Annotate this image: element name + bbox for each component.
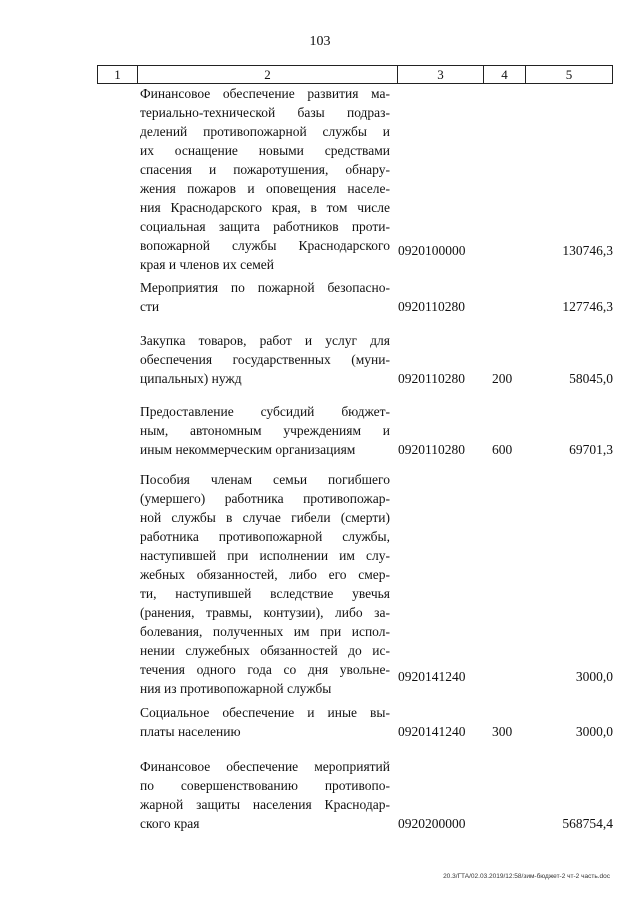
description-line: жарной защиты населения Краснодар- [140,797,390,812]
description-line: работника противопожарной службы, [140,529,390,544]
target-code: 0920141240 [398,669,466,684]
expense-type: 300 [492,724,513,739]
description-line: по совершенствованию противопо- [140,778,390,793]
target-code: 0920141240 [398,724,466,739]
description-line: Социальное обеспечение и иные вы- [140,705,390,720]
description-line: болевания, полученных им при испол- [140,624,390,639]
description-line: делений противопожарной службы и [140,124,390,139]
description-line: ципальных) нужд [140,371,242,386]
description-line: ния из противопожарной службы [140,681,332,696]
description-line: Финансовое обеспечение развития ма- [140,86,390,101]
target-code: 0920110280 [398,371,465,386]
target-code: 0920110280 [398,442,465,457]
description-line: социальная защита работников проти- [140,219,390,234]
target-code: 0920100000 [398,243,466,258]
expense-type: 200 [492,371,513,386]
description-line: жения пожаров и оповещения населе- [140,181,390,196]
row-description [140,703,390,741]
column-header-row [97,65,613,84]
amount: 3000,0 [575,724,613,739]
target-code: 0920200000 [398,816,466,831]
amount: 568754,4 [562,816,613,831]
expense-type: 600 [492,442,513,457]
description-line: Предоставление субсидий бюджет- [140,404,390,419]
row-description [140,84,390,274]
row-description [140,278,390,316]
description-line: ным, автономным учреждениям и [140,423,390,438]
description-line: жебных обязанностей, либо его смер- [140,567,390,582]
amount: 3000,0 [575,669,613,684]
page-number: 103 [309,34,331,49]
target-code: 0920110280 [398,299,465,314]
description-line: Пособия членам семьи погибшего [140,472,390,487]
description-line: ния Краснодарского края, в том числе [140,200,390,215]
column-header-1: 1 [114,67,121,82]
description-line: платы населению [140,724,241,739]
description-line: сти [140,299,160,314]
description-line: нении служебных обязанностей до ис- [140,643,390,658]
description-line: течения одного года со дня увольне- [140,662,390,677]
description-line: вопожарной службы Краснодарского [140,238,390,253]
row-description [140,757,390,833]
description-line: ти, наступившей вследствие увечья [140,586,390,601]
description-line: обеспечения государственных (муни- [140,352,390,367]
description-line: териально-технической базы подраз- [140,105,390,120]
description-line: ной службы в случае гибели (смерти) [140,510,390,525]
description-line: ского края [140,816,200,831]
row-description [140,470,390,698]
row-description [140,402,390,459]
amount: 130746,3 [562,243,613,258]
amount: 69701,3 [569,442,613,457]
description-line: Мероприятия по пожарной безопасно- [140,280,390,295]
document-footer: 20.3/ГТА/02.03.2019/12:58/зим-бюджет-2 чт-2 часть.doc [443,873,610,880]
description-line: края и членов их семей [140,257,274,272]
description-line: спасения и пожаротушения, обнару- [140,162,390,177]
description-line: их оснащение новыми средствами [140,143,390,158]
description-line: иным некоммерческим организациям [140,442,356,457]
amount: 127746,3 [562,299,613,314]
column-header-2: 2 [264,67,271,82]
description-line: (умершего) работника противопожар- [140,491,390,506]
column-header-4: 4 [501,67,508,82]
description-line: наступившей при исполнении им слу- [140,548,390,563]
row-description [140,331,390,388]
amount: 58045,0 [569,371,613,386]
description-line: (ранения, травмы, контузии), либо за- [140,605,390,620]
description-line: Финансовое обеспечение мероприятий [140,759,390,774]
column-header-5: 5 [565,67,573,82]
column-header-3: 3 [437,67,444,82]
description-line: Закупка товаров, работ и услуг для [140,333,390,348]
